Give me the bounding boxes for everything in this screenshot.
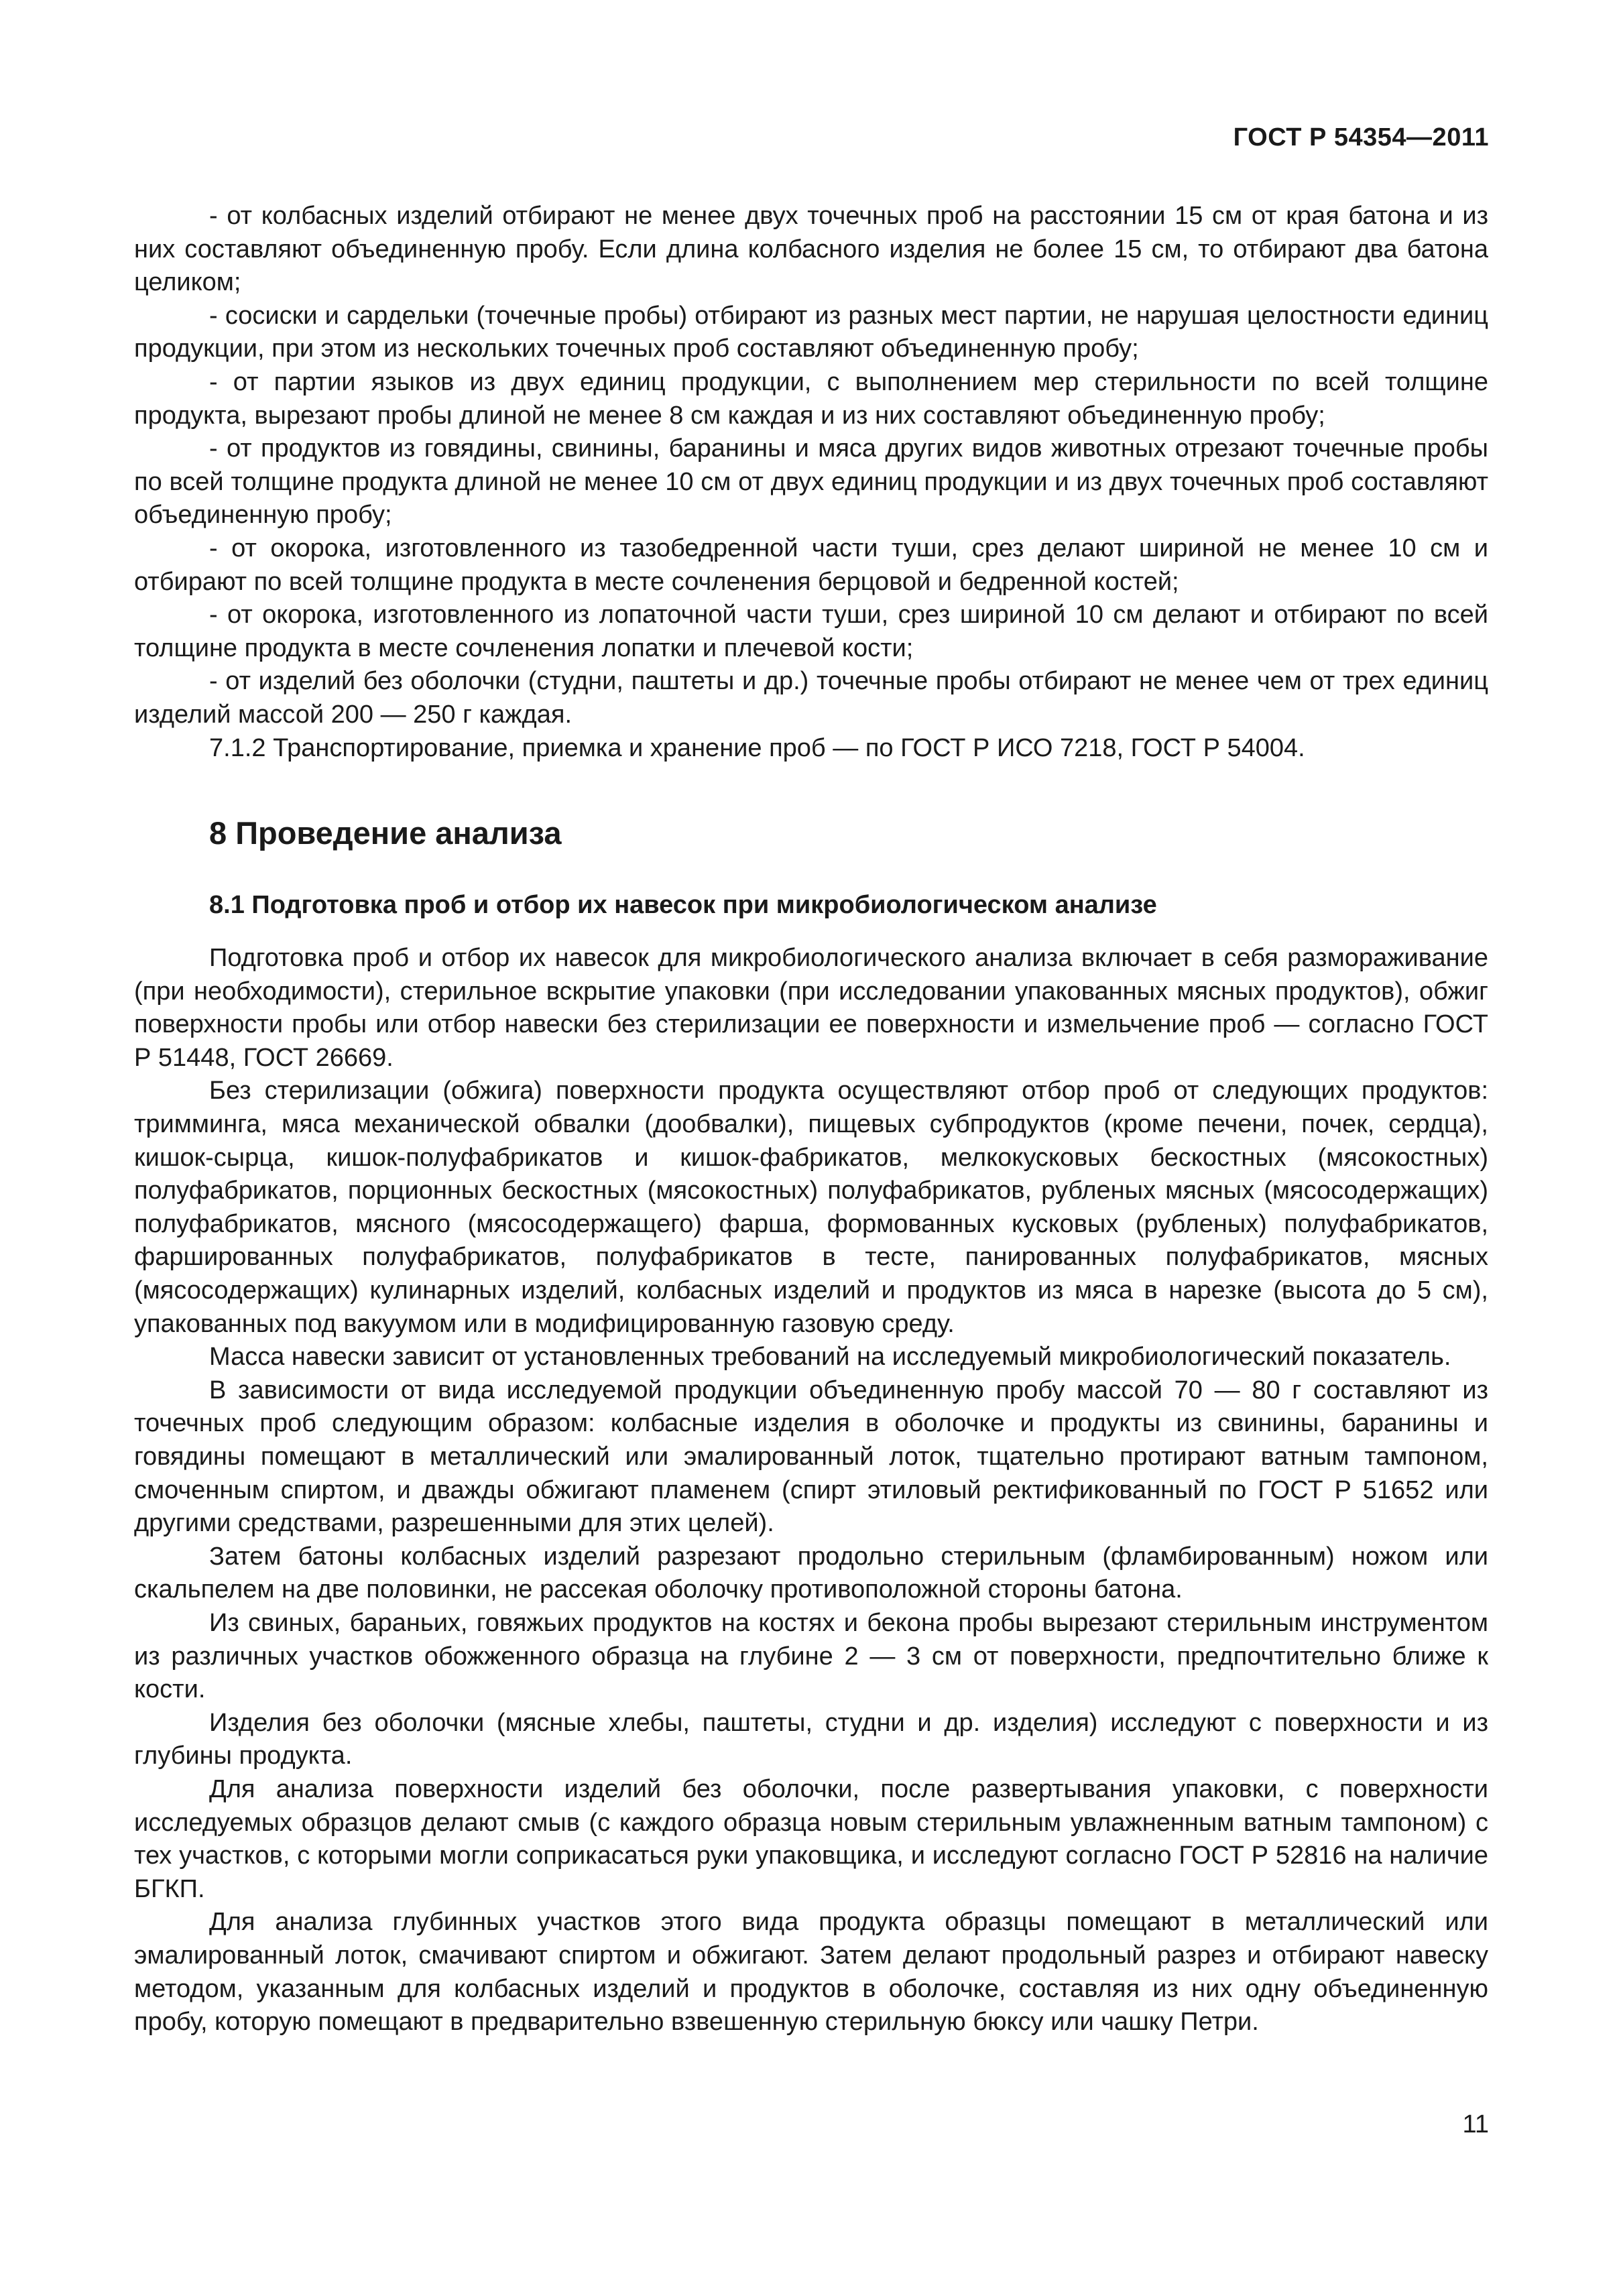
paragraph: Подготовка проб и отбор их навесок для микробиологического анализа включает в себя размораживание (при необходимости), стерильное вскрытие упаковки (при исследовании упакованных мясных продуктов), обжиг поверхности пробы или отбор навески без стерилизации ее поверхности и измельчение проб — согласно ГОСТ Р 51448, ГОСТ 26669. — [134, 944, 1488, 1072]
paragraph: Для анализа поверхности изделий без оболочки, после развертывания упаковки, с поверхности исследуемых образцов делают смыв (с каждого образца новым стерильным увлажненным ватным тампоном) с тех участков, с которыми могли соприкасаться руки упаковщика, и исследуют согласно ГОСТ Р 52816 на наличие БГКП. — [134, 1774, 1488, 1903]
list-item: - сосиски и сардельки (точечные пробы) отбирают из разных мест партии, не нарушая целостности единиц продукции, при этом из нескольких точечных проб составляют объединенную пробу; — [134, 301, 1488, 363]
paragraph: Затем батоны колбасных изделий разрезают продольно стерильным (фламбированным) ножом или скальпелем на две половинки, не рассекая оболочку противоположной стороны батона. — [134, 1542, 1488, 1604]
paragraph: Из свиных, бараньих, говяжьих продуктов на костях и бекона пробы вырезают стерильным инструментом из различных участков обожженного образца на глубине 2 — 3 см от поверхности, предпочтительно ближе к кости. — [134, 1608, 1488, 1704]
list-item: - от партии языков из двух единиц продукции, с выполнением мер стерильности по всей толщине продукта, вырезают пробы длиной не менее 8 см каждая и из них составляют объединенную пробу; — [134, 367, 1488, 430]
paragraph: Изделия без оболочки (мясные хлебы, паштеты, студни и др. изделия) исследуют с поверхности и из глубины продукта. — [134, 1708, 1488, 1770]
list-item: - от окорока, изготовленного из тазобедренной части туши, срез делают шириной не менее 10 см и отбирают по всей толщине продукта в месте сочленения берцовой и бедренной костей; — [134, 534, 1488, 596]
standard-id-header: ГОСТ Р 54354—2011 — [1233, 123, 1489, 152]
paragraph: Масса навески зависит от установленных требований на исследуемый микробиологический показатель. — [209, 1343, 1451, 1372]
clause-7-1-2: 7.1.2 Транспортирование, приемка и хранение проб — по ГОСТ Р ИСО 7218, ГОСТ Р 54004. — [209, 733, 1305, 762]
document-body — [134, 200, 1488, 2039]
paragraph: Без стерилизации (обжига) поверхности продукта осуществляют отбор проб от следующих продуктов: тримминга, мяса механической обвалки (дообвалки), пищевых субпродуктов (кроме печени, почек, сердца), кишок-сырца, кишок-полуфабрикатов и кишок-фабрикатов, мелкокусковых бескостных (мясокостных) полуфабрикатов, порционных бескостных (мясокостных) полуфабрикатов, рубленых мясных (мясосодержащих) полуфабрикатов, мясного (мясосодержащего) фарша, формованных кусковых (рубленых) полуфабрикатов, фаршированных полуфабрикатов, полуфабрикатов в тесте, панированных полуфабрикатов, мясных (мясосодержащих) кулинарных изделий, колбасных изделий и продуктов из мяса в нарезке (высота до 5 см), упакованных под вакуумом или в модифицированную газовую среду. — [134, 1077, 1488, 1338]
list-item: - от окорока, изготовленного из лопаточной части туши, срез шириной 10 см делают и отбирают по всей толщине продукта в месте сочленения лопатки и плечевой кости; — [134, 601, 1488, 662]
page-number: 11 — [1462, 2110, 1489, 2138]
paragraph: Для анализа глубинных участков этого вида продукта образцы помещают в металлический или эмалированный лоток, смачивают спиртом и обжигают. Затем делают продольный разрез и отбирают навеску методом, указанным для колбасных изделий и продуктов в оболочке, составляя из них одну объединенную пробу, которую помещают в предварительно взвешенную стерильную бюксу или чашку Петри. — [134, 1908, 1488, 2037]
list-item: - от изделий без оболочки (студни, паштеты и др.) точечные пробы отбирают не менее чем от трех единиц изделий массой 200 — 250 г каждая. — [134, 667, 1488, 729]
subsection-title: 8.1 Подготовка проб и отбор их навесок при микробиологическом анализе — [209, 891, 1157, 920]
list-item: - от продуктов из говядины, свинины, баранины и мяса других видов животных отрезают точечные пробы по всей толщине продукта длиной не менее 10 см от двух единиц продукции и из двух точечных проб составляют объединенную пробу; — [134, 434, 1488, 530]
section-title: 8 Проведение анализа — [209, 815, 562, 851]
list-item: - от колбасных изделий отбирают не менее двух точечных проб на расстоянии 15 см от края батона и из них составляют объединенную пробу. Если длина колбасного изделия не более 15 см, то отбирают два батона целиком; — [134, 202, 1488, 297]
paragraph: В зависимости от вида исследуемой продукции объединенную пробу массой 70 — 80 г составляют из точечных проб следующим образом: колбасные изделия в оболочке и продукты из свинины, баранины и говядины помещают в металлический или эмалированный лоток, тщательно протирают ватным тампоном, смоченным спиртом, и дважды обжигают пламенем (спирт этиловый ректификованный по ГОСТ Р 51652 или другими средствами, разрешенными для этих целей). — [134, 1376, 1488, 1538]
